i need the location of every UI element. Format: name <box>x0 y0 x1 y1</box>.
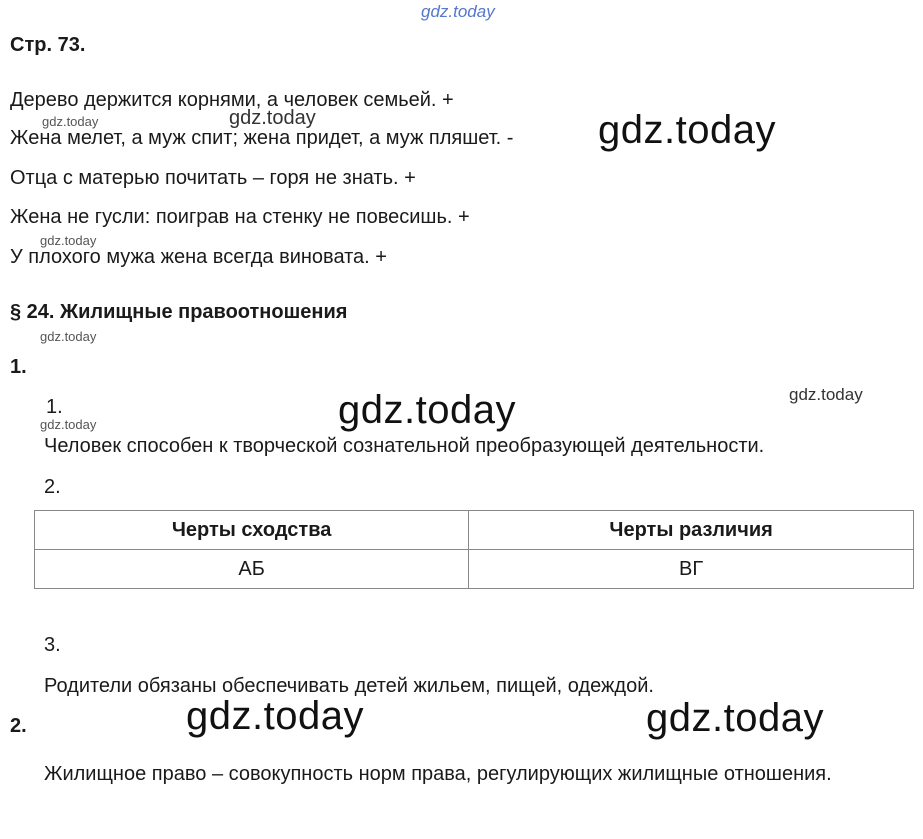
page-heading: Стр. 73. <box>10 34 86 56</box>
subtask-text: Родители обязаны обеспечивать детей жильем, пищей, одеждой. <box>44 675 654 697</box>
watermark: gdz.today <box>789 385 863 404</box>
definition-text: Жилищное право – совокупность норм права, регулирующих жилищные отношения. <box>44 763 832 785</box>
proverb-line: Жена не гусли: поиграв на стенку не повесишь. + <box>10 206 470 228</box>
task-number: 2. <box>10 715 27 737</box>
table-header-row <box>35 511 914 550</box>
watermark: gdz.today <box>40 329 97 344</box>
watermark: gdz.today <box>42 114 99 129</box>
watermark: gdz.today <box>598 108 776 152</box>
proverb-line: У плохого мужа жена всегда виновата. + <box>10 246 387 268</box>
table-row <box>35 550 914 589</box>
watermark: gdz.today <box>186 694 364 738</box>
watermark: gdz.today <box>338 388 516 432</box>
table-header-cell: Черты различия <box>469 511 914 550</box>
watermark: gdz.today <box>646 696 824 740</box>
subtask-text: Человек способен к творческой сознательной преобразующей деятельности. <box>44 435 765 457</box>
comparison-table <box>34 510 914 589</box>
subtask-number: 3. <box>44 634 61 656</box>
proverb-line: Жена мелет, а муж спит; жена придет, а муж пляшет. - <box>10 127 514 149</box>
table-cell: ВГ <box>469 550 914 589</box>
proverb-line: Дерево держится корнями, а человек семьей. + <box>10 89 454 111</box>
watermark: gdz.today <box>229 107 316 129</box>
watermark: gdz.today <box>40 233 97 248</box>
section-title: § 24. Жилищные правоотношения <box>10 301 348 323</box>
proverb-line: Отца с матерью почитать – горя не знать. + <box>10 167 416 189</box>
table-header-cell: Черты сходства <box>35 511 469 550</box>
table-cell: АБ <box>35 550 469 589</box>
subtask-number: 1. <box>46 396 63 418</box>
subtask-number: 2. <box>44 476 61 498</box>
task-number: 1. <box>10 356 27 378</box>
watermark: gdz.today <box>40 417 97 432</box>
watermark-top: gdz.today <box>421 2 495 21</box>
